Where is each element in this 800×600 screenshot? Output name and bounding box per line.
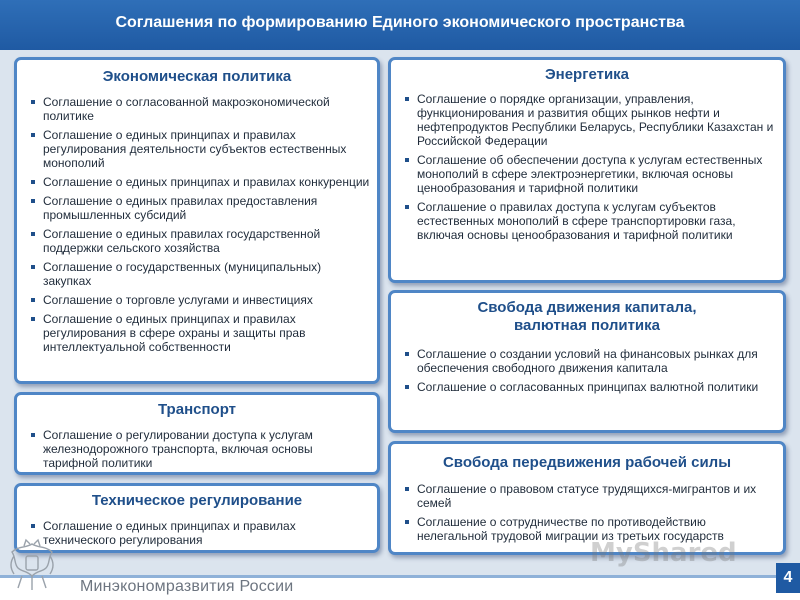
agreement-list [17, 428, 377, 470]
page-number: 4 [776, 563, 800, 593]
list-item: Соглашение о единых правилах государственной поддержки сельского хозяйства [17, 227, 377, 255]
panel-title: Техническое регулирование [91, 492, 303, 509]
list-item: Соглашение о правовом статусе трудящихся-мигрантов и их семей [391, 482, 783, 510]
list-item: Соглашение о единых принципах и правилах регулирования деятельности субъектов естественных монополий [17, 128, 377, 170]
ministry-name: Минэкономразвития России [80, 578, 294, 595]
coat-of-arms-icon [4, 536, 60, 596]
panel-title [391, 299, 783, 335]
list-item: Соглашение о государственных (муниципальных) закупках [17, 260, 377, 288]
agreement-list [17, 519, 377, 547]
agreement-list [17, 95, 377, 354]
panel-economic-policy [14, 57, 380, 384]
list-item: Соглашение об обеспечении доступа к услугам естественных монополий в сфере электроэнергетики, включая основы ценообразования и тарифной политики [391, 153, 783, 195]
list-item: Соглашение о единых принципах и правилах технического регулирования [17, 519, 377, 547]
panel-title: Транспорт [157, 401, 237, 418]
list-item: Соглашение о регулировании доступа к услугам железнодорожного транспорта, включая основы тарифной политики [17, 428, 377, 470]
list-item: Соглашение о правилах доступа к услугам субъектов естественных монополий в сфере транспортировки газа, включая основы ценообразования и тарифной политики [391, 200, 783, 242]
list-item: Соглашение о единых принципах и правилах регулирования в сфере охраны и защиты прав интеллектуальной собственности [17, 312, 377, 354]
panel-title-line: Свобода движения капитала, [477, 299, 697, 316]
panel-title-line: валютная политика [513, 317, 660, 334]
header-bar [0, 0, 800, 50]
list-item: Соглашение о порядке организации, управления, функционирования и развития общих рынков нефти и нефтепродуктов Республики Беларусь, Республики Казахстан и Российской Федерации [391, 92, 783, 148]
list-item: Соглашение о единых принципах и правилах конкуренции [17, 175, 377, 189]
panel-title: Энергетика [544, 66, 630, 83]
panel-energy [388, 57, 786, 283]
page-title: Соглашения по формированию Единого экономического пространства [115, 14, 685, 31]
list-item: Соглашение о сотрудничестве по противодействию нелегальной трудовой миграции из третьих государств [391, 515, 783, 543]
watermark: MyShared [590, 538, 737, 568]
list-item: Соглашение о единых правилах предоставления промышленных субсидий [17, 194, 377, 222]
panel-technical-regulation [14, 483, 380, 553]
list-item: Соглашение о согласованной макроэкономической политике [17, 95, 377, 123]
agreement-list [391, 347, 783, 394]
list-item: Соглашение о согласованных принципах валютной политики [391, 380, 783, 394]
panel-capital-movement [388, 290, 786, 433]
list-item: Соглашение о торговле услугами и инвестициях [17, 293, 377, 307]
panel-title: Экономическая политика [102, 68, 292, 85]
agreement-list [391, 92, 783, 242]
panel-title: Свобода передвижения рабочей силы [442, 454, 732, 471]
list-item: Соглашение о создании условий на финансовых рынках для обеспечения свободного движения капитала [391, 347, 783, 375]
agreement-list [391, 482, 783, 543]
panel-transport [14, 392, 380, 475]
